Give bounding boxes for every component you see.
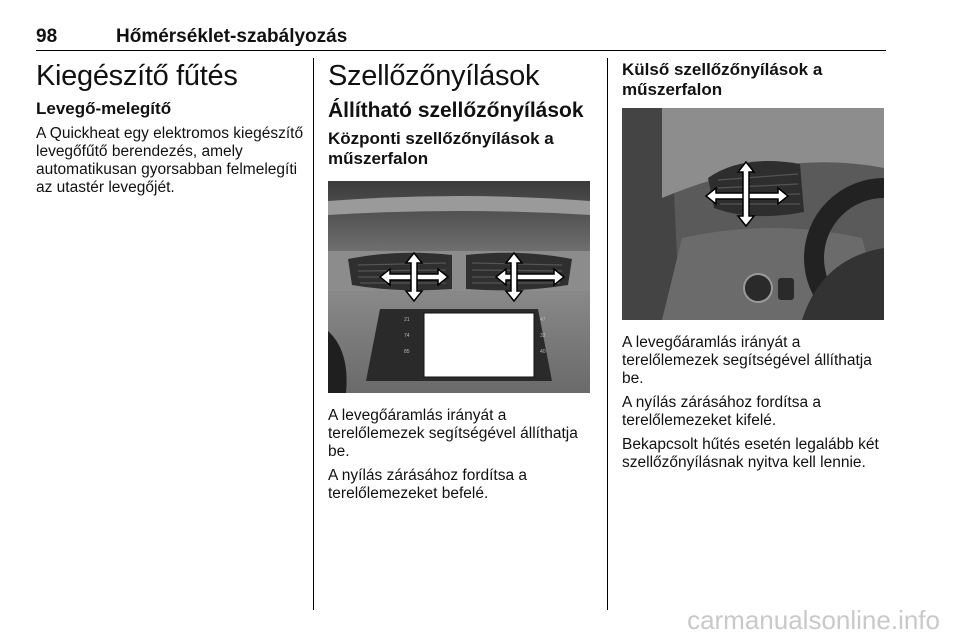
- body-paragraph: Bekapcsolt hűtés esetén legalább két szellőzőnyílásnak nyitva kell lennie.: [622, 436, 879, 471]
- watermark-text: carmanualsonline.info: [687, 605, 940, 635]
- subsection-heading: Levegő-melegítő: [36, 99, 172, 118]
- side-vent-illustration: [622, 108, 884, 320]
- column-divider: [313, 58, 314, 610]
- body-paragraph: A Quickheat egy elektromos kiegészítő levegőfűtő berendezés, amely automatikusan gyorsabban felmelegíti az utastér levegőjét.: [36, 125, 304, 196]
- central-vents-illustration: [328, 181, 590, 393]
- section-heading: Külső szellőzőnyílások a műszerfalon: [622, 60, 823, 99]
- body-paragraph: A nyílás zárásához fordítsa a terelőlemezeket befelé.: [328, 467, 528, 502]
- screen-label: 21: [404, 317, 410, 323]
- body-paragraph: A levegőáramlás irányát a terelőlemezek segítségével állíthatja be.: [328, 407, 578, 460]
- screen-label: 74: [404, 333, 410, 339]
- screen-label: 85: [404, 349, 410, 355]
- section-heading: Szellőzőnyílások: [328, 60, 540, 92]
- screen-label: 47: [540, 317, 546, 323]
- body-paragraph: A levegőáramlás irányát a terelőlemezek segítségével állíthatja be.: [622, 334, 872, 387]
- subsubsection-heading: Központi szellőzőnyílások a műszerfalon: [328, 129, 554, 168]
- screen-label: 40: [540, 349, 546, 355]
- section-heading: Kiegészítő fűtés: [36, 60, 238, 92]
- body-paragraph: A nyílás zárásához fordítsa a terelőlemezeket kifelé.: [622, 394, 822, 429]
- screen-label: 33: [540, 333, 546, 339]
- column-divider: [607, 58, 608, 610]
- column-2: [328, 60, 596, 509]
- page-number: 98: [36, 26, 58, 47]
- column-1: [36, 60, 304, 203]
- page-header: [36, 24, 886, 51]
- subsection-heading: Állítható szellőzőnyílások: [328, 99, 584, 122]
- column-3: [622, 60, 890, 478]
- chapter-title: Hőmérséklet-szabályozás: [116, 26, 348, 47]
